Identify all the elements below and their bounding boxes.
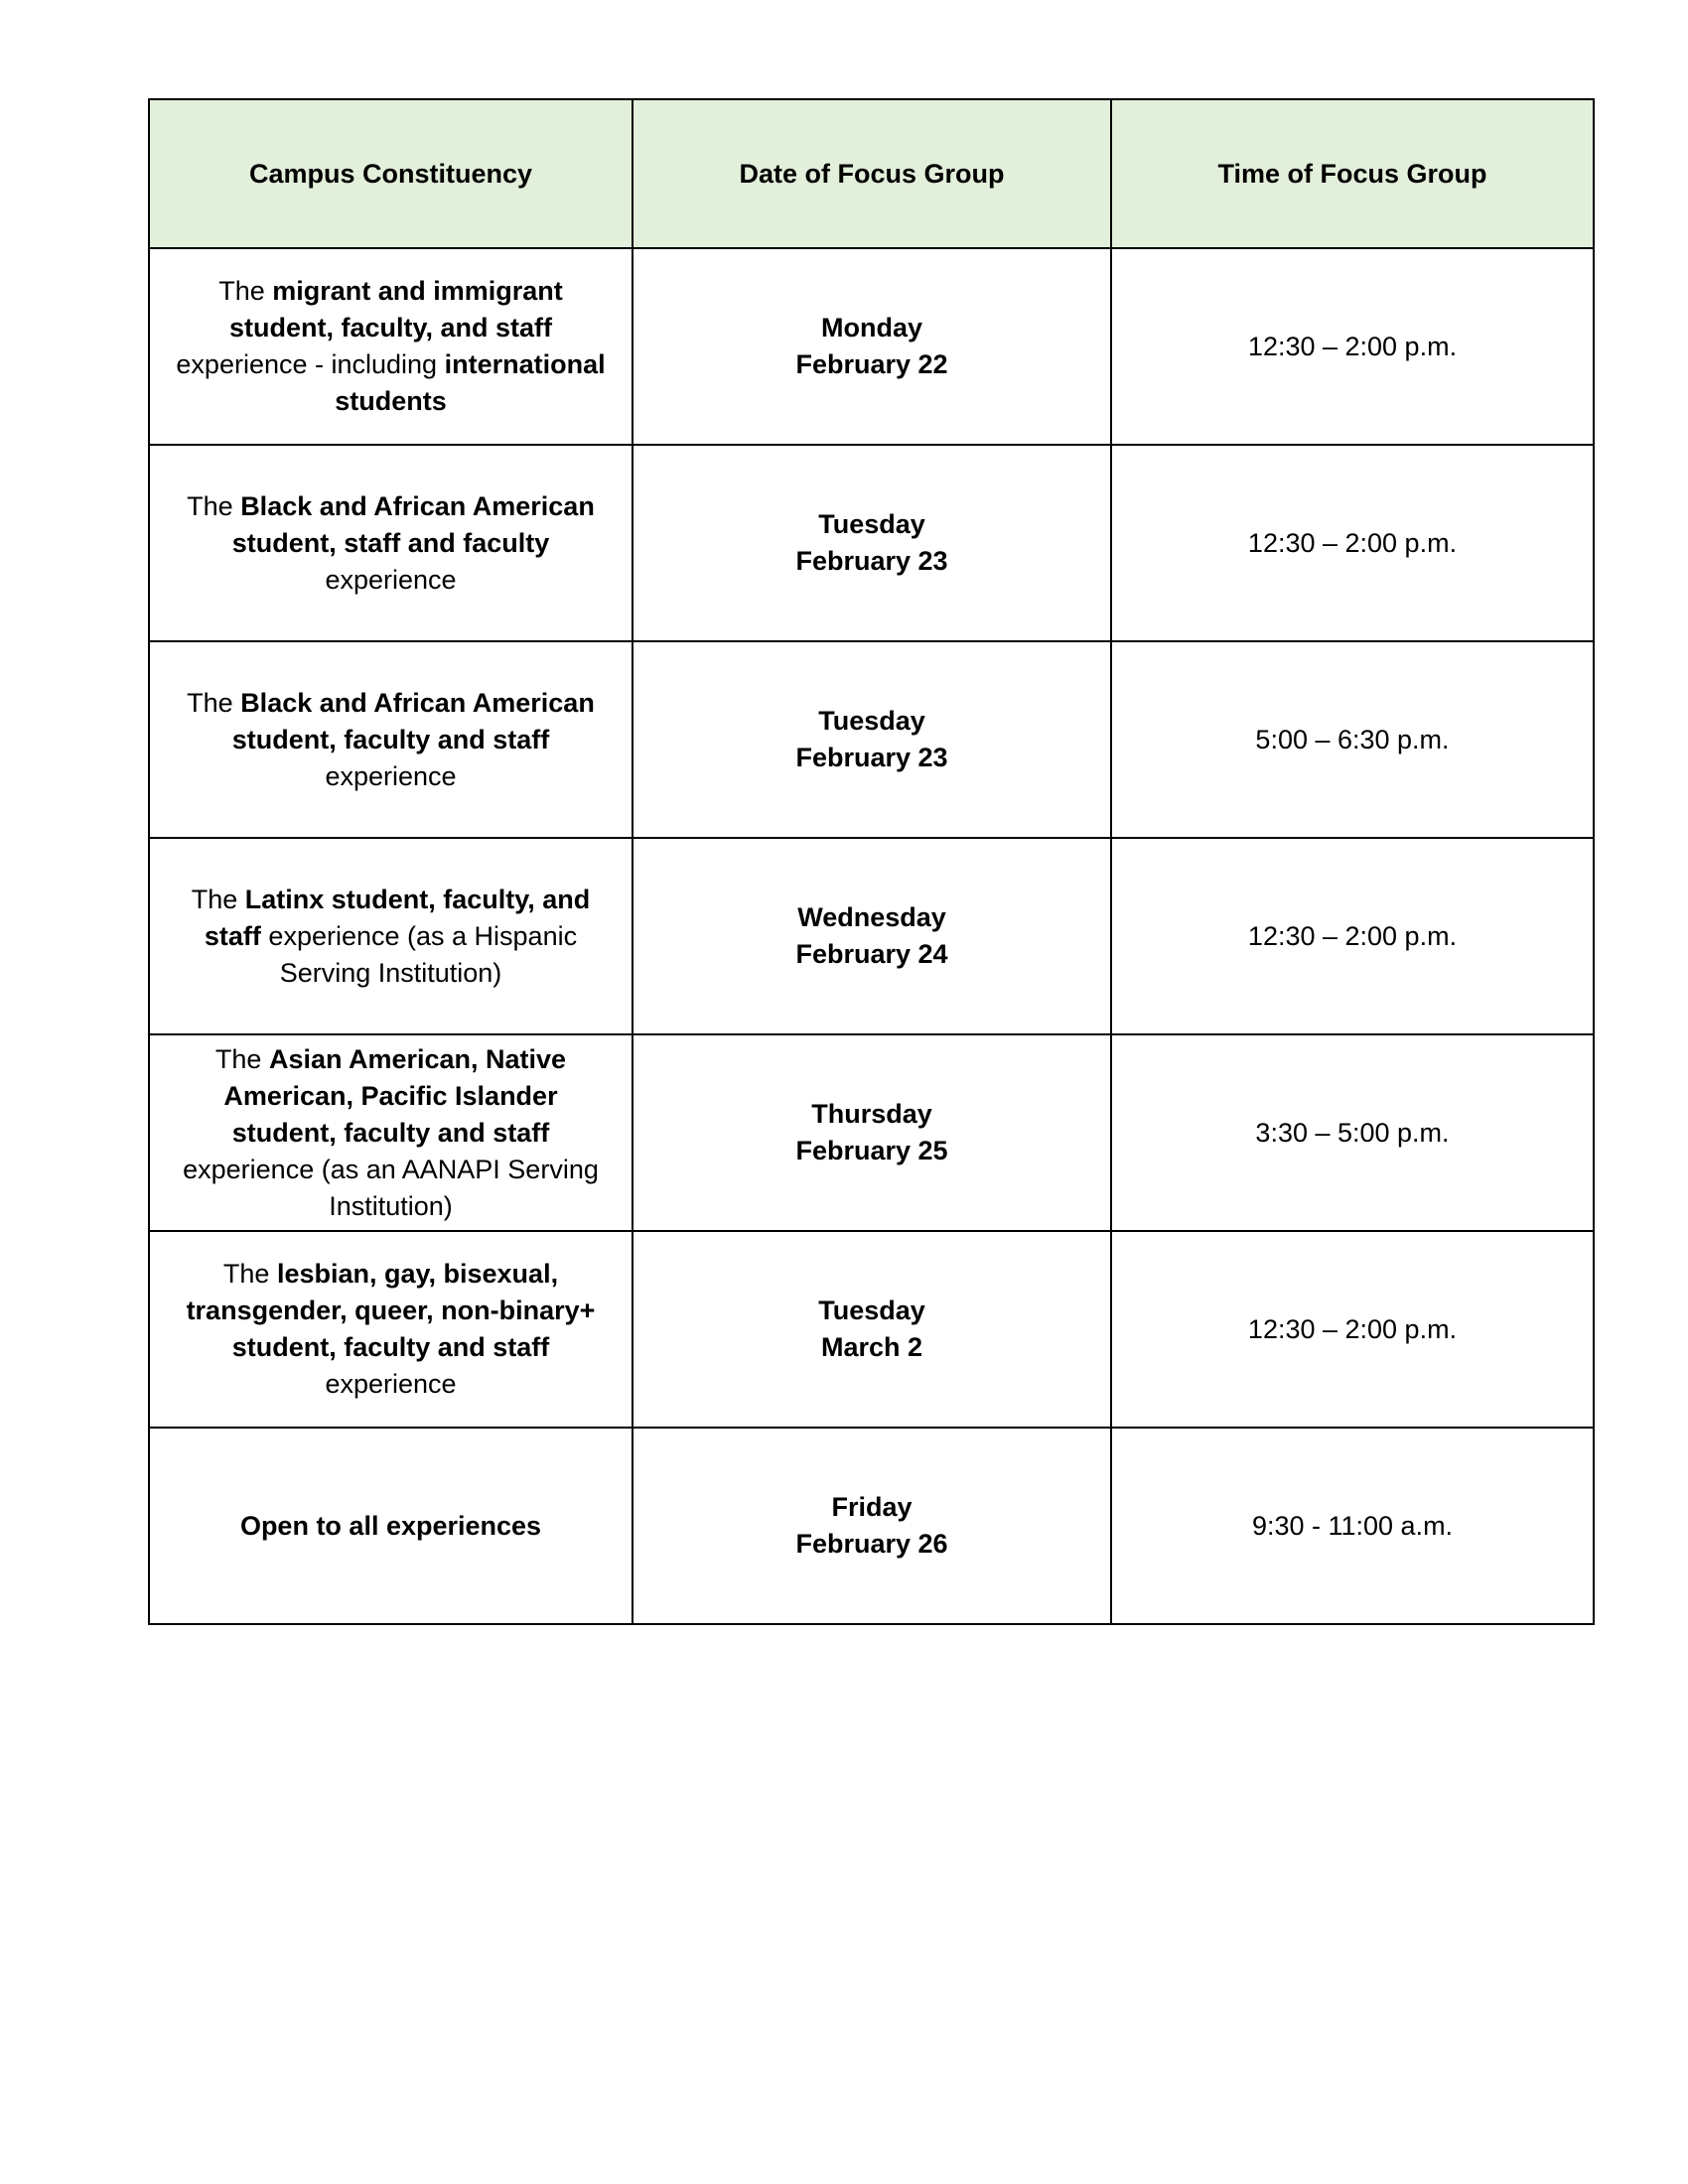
constituency-text: The — [191, 884, 245, 914]
constituency-text: experience — [325, 760, 457, 791]
campus-constituency-cell — [149, 445, 633, 641]
constituency-text-bold: Black and African American student, staff and faculty — [231, 490, 595, 558]
header-time-of-focus-group: Time of Focus Group — [1111, 99, 1594, 248]
focus-group-time-cell: 9:30 - 11:00 a.m. — [1111, 1428, 1594, 1624]
campus-constituency-cell — [149, 838, 633, 1034]
table-row — [149, 1231, 1594, 1428]
table-row — [149, 1428, 1594, 1624]
constituency-text: The — [218, 276, 273, 306]
campus-constituency-cell — [149, 641, 633, 838]
table-row — [149, 445, 1594, 641]
focus-group-date-cell — [633, 1231, 1111, 1428]
constituency-text: The — [222, 1259, 277, 1289]
focus-group-date: February 22 — [795, 349, 948, 379]
table-row — [149, 1034, 1594, 1231]
constituency-text: The — [187, 687, 241, 718]
table-row — [149, 838, 1594, 1034]
campus-constituency-cell — [149, 1428, 633, 1624]
constituency-text: experience — [325, 564, 457, 595]
constituency-text-bold: Black and African American student, faculty and staff — [231, 687, 595, 754]
focus-group-date-cell — [633, 1034, 1111, 1231]
campus-constituency-cell — [149, 248, 633, 445]
focus-group-date-cell — [633, 1428, 1111, 1624]
constituency-text: experience (as a Hispanic Serving Institution) — [260, 920, 578, 988]
table-body — [149, 248, 1594, 1624]
focus-group-date: February 26 — [795, 1529, 948, 1559]
constituency-text: experience - including — [176, 349, 445, 379]
constituency-text: The — [214, 1043, 269, 1074]
focus-group-date-cell — [633, 445, 1111, 641]
constituency-text: The — [187, 490, 241, 521]
campus-constituency-cell — [149, 1034, 633, 1231]
focus-group-day: Thursday — [811, 1099, 932, 1129]
focus-group-time-cell: 12:30 – 2:00 p.m. — [1111, 838, 1594, 1034]
table-row — [149, 641, 1594, 838]
constituency-text-bold: lesbian, gay, bisexual, transgender, queer, non-binary+ student, faculty and staff — [186, 1259, 596, 1362]
focus-group-time-cell: 5:00 – 6:30 p.m. — [1111, 641, 1594, 838]
focus-group-date: February 23 — [795, 743, 948, 772]
constituency-text-bold: international students — [335, 349, 606, 416]
focus-group-date-cell — [633, 248, 1111, 445]
focus-group-day: Tuesday — [818, 706, 925, 736]
focus-group-date-cell — [633, 838, 1111, 1034]
focus-group-time-cell: 12:30 – 2:00 p.m. — [1111, 248, 1594, 445]
focus-group-time-cell: 12:30 – 2:00 p.m. — [1111, 445, 1594, 641]
campus-constituency-cell — [149, 1231, 633, 1428]
constituency-text-bold: migrant and immigrant student, faculty, and staff — [228, 276, 563, 342]
constituency-text-bold: Asian American, Native American, Pacific Islander student, faculty and staff — [223, 1043, 567, 1148]
header-date-of-focus-group: Date of Focus Group — [633, 99, 1111, 248]
focus-group-date: February 24 — [795, 939, 948, 969]
focus-group-time-cell: 12:30 – 2:00 p.m. — [1111, 1231, 1594, 1428]
focus-group-day: Wednesday — [797, 902, 946, 932]
constituency-text-bold: Open to all experiences — [239, 1510, 542, 1541]
table-row — [149, 248, 1594, 445]
table-header-row — [149, 99, 1594, 248]
focus-group-day: Tuesday — [818, 509, 925, 539]
focus-group-schedule-table — [148, 98, 1595, 1625]
constituency-text: experience — [325, 1369, 457, 1399]
constituency-text-bold: Latinx student, faculty, and staff — [204, 884, 591, 951]
header-campus-constituency: Campus Constituency — [149, 99, 633, 248]
focus-group-time-cell: 3:30 – 5:00 p.m. — [1111, 1034, 1594, 1231]
focus-group-day: Tuesday — [818, 1296, 925, 1325]
focus-group-day: Friday — [831, 1492, 913, 1522]
focus-group-day: Monday — [820, 313, 922, 342]
constituency-text: experience (as an AANAPI Serving Institution) — [183, 1154, 599, 1221]
focus-group-date: March 2 — [820, 1332, 923, 1362]
focus-group-date: February 25 — [795, 1136, 948, 1165]
focus-group-date-cell — [633, 641, 1111, 838]
focus-group-date: February 23 — [795, 546, 948, 576]
